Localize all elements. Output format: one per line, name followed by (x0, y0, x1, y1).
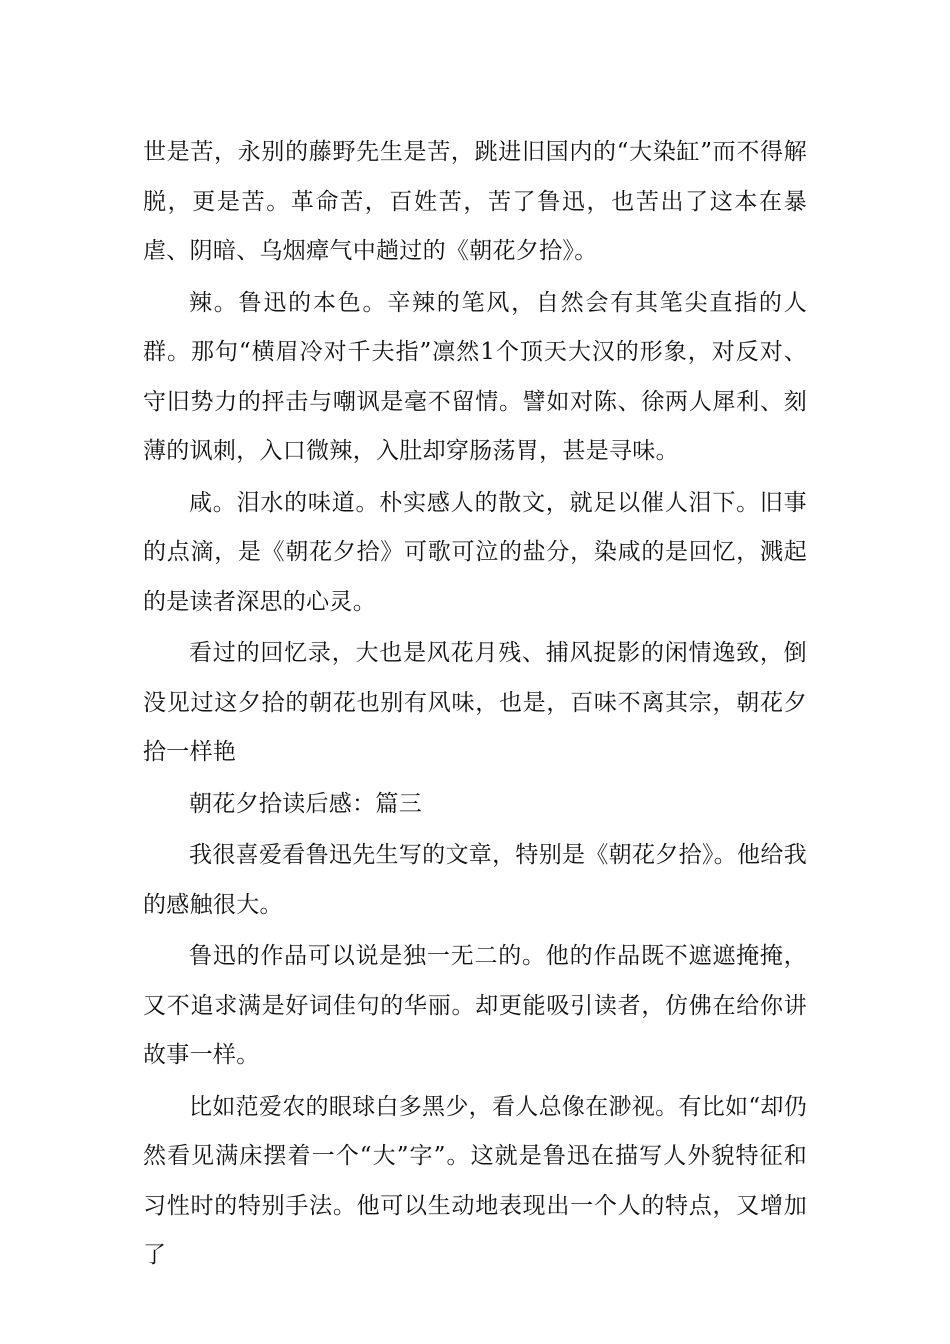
paragraph-summary: 看过的回忆录，大也是风花月残、捕风捉影的闲情逸致，倒没见过这夕拾的朝花也别有风味，也是，百味不离其宗，朝花夕拾一样艳 (143, 640, 807, 765)
section-paragraph-3: 比如范爱农的眼球白多黑少，看人总像在渺视。有比如“却仍然看见满床摆着一个“大”字”。这就是鲁迅在描写人外貌特征和习性时的特别手法。他可以生动地表现出一个人的特点，又增加了 (143, 1093, 807, 1268)
section-paragraph-1: 我很喜爱看鲁迅先生写的文章，特别是《朝花夕拾》。他给我的感触很大。 (143, 842, 807, 918)
document-body (143, 128, 807, 1283)
section-paragraph-2: 鲁迅的作品可以说是独一无二的。他的作品既不遮遮掩掩，又不追求满是好词佳句的华丽。却更能吸引读者，仿佛在给你讲故事一样。 (143, 943, 807, 1068)
section-heading: 朝花夕拾读后感：篇三 (189, 790, 422, 817)
paragraph-xian: 咸。泪水的味道。朴实感人的散文，就足以催人泪下。旧事的点滴，是《朝花夕拾》可歌可泣的盐分，染咸的是回忆，溅起的是读者深思的心灵。 (143, 489, 807, 615)
paragraph-la: 辣。鲁迅的本色。辛辣的笔风，自然会有其笔尖直指的人群。那句“横眉冷对千夫指”凛然1个顶天大汉的形象，对反对、守旧势力的抨击与嘲讽是毫不留情。譬如对陈、徐两人犀利、刻薄的讽刺，入口微辣，入肚却穿肠荡胃，甚是寻味。 (143, 289, 807, 464)
paragraph-continuation: 世是苦，永别的藤野先生是苦，跳进旧国内的“大染缸”而不得解脱，更是苦。革命苦，百姓苦，苦了鲁迅，也苦出了这本在暴虐、阴暗、乌烟瘴气中趟过的《朝花夕拾》。 (143, 139, 807, 264)
